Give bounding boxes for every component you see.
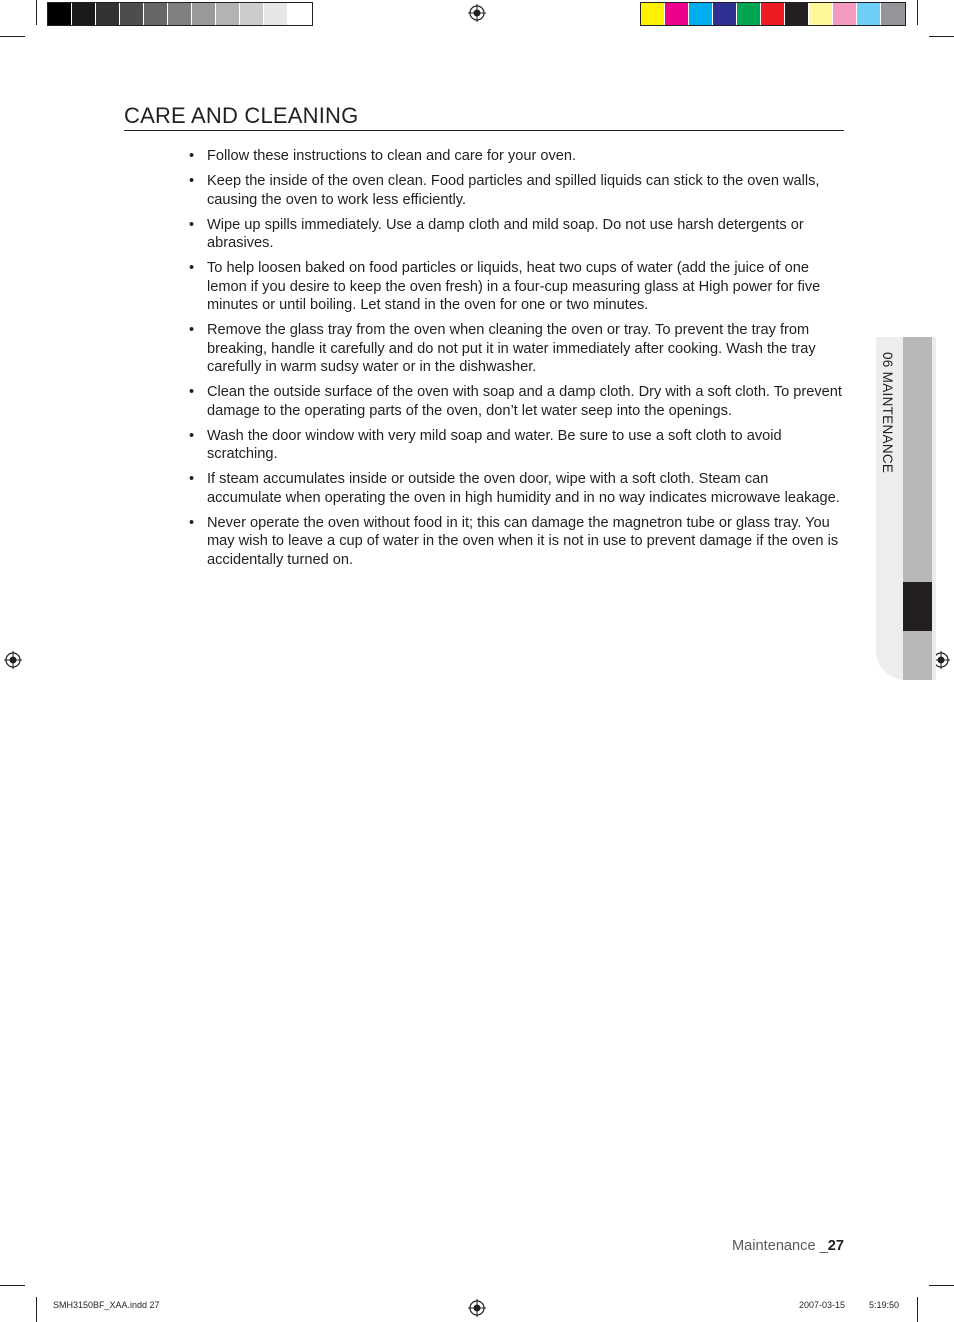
gray-swatch-7 xyxy=(216,3,240,25)
color-swatch-9 xyxy=(857,3,881,25)
color-swatch-1 xyxy=(665,3,689,25)
crop-mark-bottom-right-h xyxy=(929,1285,954,1286)
bullet-icon: • xyxy=(189,322,195,339)
title-rule xyxy=(124,130,844,131)
crop-mark-top-left-h xyxy=(0,36,25,37)
slug-filename: SMH3150BF_XAA.indd 27 xyxy=(53,1300,160,1310)
instruction-item xyxy=(189,514,844,569)
color-swatch-6 xyxy=(785,3,809,25)
gray-swatch-8 xyxy=(240,3,264,25)
instruction-text: To help loosen baked on food particles or liquids, heat two cups of water (add the juice of one lemon if you desire to keep the oven fresh) in a four-cup measuring glass at High power for five minutes or until boiling. Let stand in the oven for one or two minutes. xyxy=(207,260,821,314)
instruction-text: Clean the outside surface of the oven with soap and a damp cloth. Dry with a soft cloth. To prevent damage to the operating parts of the oven, don’t let water seep into the openings. xyxy=(207,384,842,419)
chapter-tab-active-marker xyxy=(903,582,932,631)
bullet-icon: • xyxy=(189,515,195,532)
color-swatch-7 xyxy=(809,3,833,25)
color-swatch-2 xyxy=(689,3,713,25)
page-number: 27 xyxy=(827,1238,844,1254)
instruction-text: If steam accumulates inside or outside the oven door, wipe with a soft cloth. Steam can accumulate when operating the oven in high humidity and in no way indicates microwave leakage. xyxy=(207,471,840,506)
page-footer xyxy=(732,1238,844,1254)
gray-swatch-4 xyxy=(144,3,168,25)
color-swatch-5 xyxy=(761,3,785,25)
instruction-item xyxy=(189,427,844,464)
process-color-bar xyxy=(640,2,906,26)
color-swatch-8 xyxy=(833,3,857,25)
instruction-item xyxy=(189,383,844,420)
instruction-item xyxy=(189,470,844,507)
gray-swatch-2 xyxy=(96,3,120,25)
crop-mark-top-right-v xyxy=(917,0,918,25)
gray-swatch-1 xyxy=(72,3,96,25)
gray-swatch-6 xyxy=(192,3,216,25)
bullet-icon: • xyxy=(189,427,195,444)
instruction-item xyxy=(189,259,844,314)
color-swatch-3 xyxy=(713,3,737,25)
care-instructions-list xyxy=(189,147,844,576)
bullet-icon: • xyxy=(189,260,195,277)
bullet-icon: • xyxy=(189,216,195,233)
color-swatch-0 xyxy=(641,3,665,25)
bullet-icon: • xyxy=(189,384,195,401)
instruction-text: Wash the door window with very mild soap and water. Be sure to use a soft cloth to avoid scratching. xyxy=(207,427,782,463)
crop-mark-top-right-h xyxy=(929,36,954,37)
crop-mark-bottom-left-v xyxy=(36,1297,37,1322)
instruction-item xyxy=(189,172,844,209)
gray-swatch-0 xyxy=(48,3,72,25)
gray-swatch-9 xyxy=(264,3,288,25)
page-title: CARE AND CLEANING xyxy=(124,103,359,128)
color-swatch-10 xyxy=(881,3,905,25)
instruction-text: Never operate the oven without food in it; this can damage the magnetron tube or glass tray. You may wish to leave a cup of water in the oven when it is not in use to prevent damage if the oven is accidentally turned on. xyxy=(207,515,839,568)
instruction-text: Remove the glass tray from the oven when cleaning the oven or tray. To prevent the tray from breaking, handle it carefully and do not put it in water immediately after cooking. Wash the tray carefully in warm sudsy water or in the dishwasher. xyxy=(207,322,816,375)
instruction-text: Keep the inside of the oven clean. Food particles and spilled liquids can stick to the oven walls, causing the oven to work less efficiently. xyxy=(207,173,820,208)
chapter-tab-label: 06 MAINTENANCE xyxy=(880,352,895,474)
color-swatch-4 xyxy=(737,3,761,25)
gray-swatch-3 xyxy=(120,3,144,25)
gray-swatch-5 xyxy=(168,3,192,25)
bullet-icon: • xyxy=(189,471,195,488)
instruction-item xyxy=(189,216,844,253)
registration-mark-bottom-icon xyxy=(468,1299,486,1317)
crop-mark-top-left-v xyxy=(36,0,37,25)
slug-date: 2007-03-15 xyxy=(799,1300,846,1310)
registration-mark-top-icon xyxy=(468,4,486,22)
slug-time: 5:19:50 xyxy=(869,1300,900,1310)
crop-mark-bottom-left-h xyxy=(0,1285,25,1286)
instruction-text: Wipe up spills immediately. Use a damp cloth and mild soap. Do not use harsh detergents or abrasives. xyxy=(207,216,804,252)
instruction-item xyxy=(189,147,844,165)
bullet-icon: • xyxy=(189,173,195,190)
instruction-item xyxy=(189,321,844,376)
crop-mark-bottom-right-v xyxy=(917,1297,918,1322)
registration-mark-left-icon xyxy=(4,651,22,669)
footer-section-name: Maintenance _ xyxy=(732,1238,828,1254)
bullet-icon: • xyxy=(189,148,195,164)
gray-swatch-10 xyxy=(288,3,312,25)
instruction-text: Follow these instructions to clean and care for your oven. xyxy=(207,148,577,164)
grayscale-color-bar xyxy=(47,2,313,26)
